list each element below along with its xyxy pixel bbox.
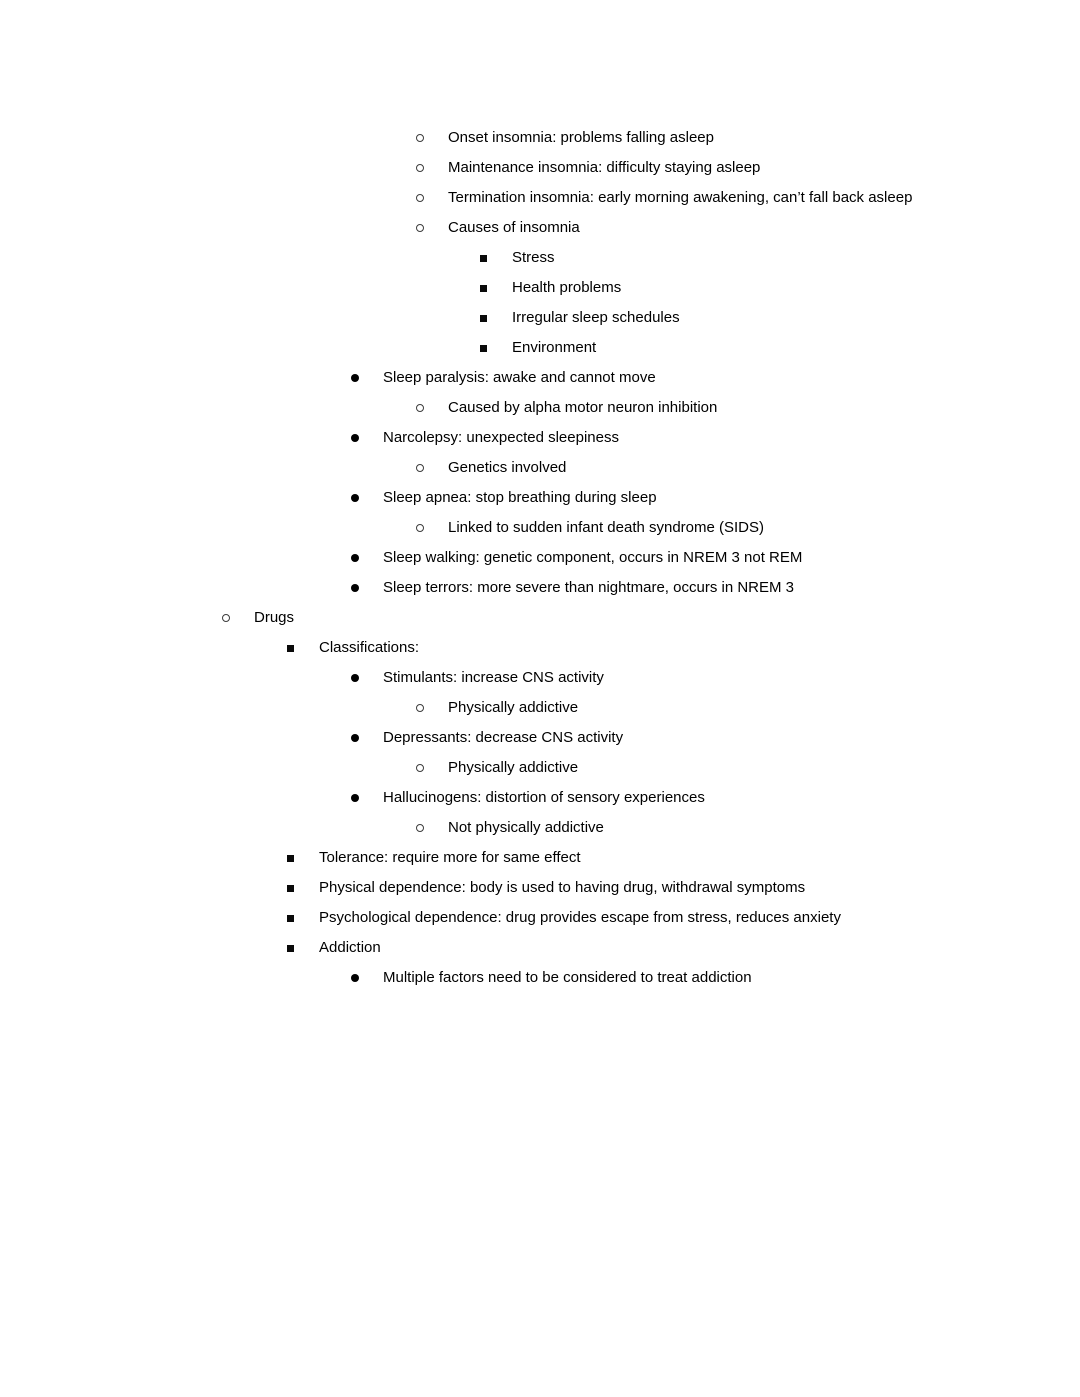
square-bullet [480, 243, 512, 273]
list-item-text: Health problems [512, 279, 622, 296]
list-item-text: Sleep terrors: more severe than nightmare, occurs in NREM 3 [383, 579, 794, 596]
list-item-text: Causes of insomnia [448, 219, 580, 236]
list-item [0, 273, 1080, 303]
list-item-text: Depressants: decrease CNS activity [383, 729, 624, 746]
list-item-text: Sleep apnea: stop breathing during sleep [383, 489, 657, 506]
notes-list [0, 123, 1080, 993]
list-item [0, 123, 1080, 153]
list-item-text: Onset insomnia: problems falling asleep [448, 129, 714, 146]
list-item-text: Sleep paralysis: awake and cannot move [383, 369, 656, 386]
square-bullet [287, 873, 319, 903]
list-item [0, 633, 1080, 663]
list-item [0, 753, 1080, 783]
square-bullet [480, 273, 512, 303]
list-item [0, 843, 1080, 873]
circle-bullet [416, 753, 448, 783]
list-item-text: Sleep walking: genetic component, occurs in NREM 3 not REM [383, 549, 803, 566]
disc-bullet [351, 573, 383, 603]
list-item-text: Addiction [319, 939, 381, 956]
disc-bullet [351, 363, 383, 393]
list-item [0, 453, 1080, 483]
disc-bullet [351, 663, 383, 693]
list-item-text: Not physically addictive [448, 819, 604, 836]
disc-bullet [351, 963, 383, 993]
list-item-text: Hallucinogens: distortion of sensory experiences [383, 789, 705, 806]
list-item-text: Multiple factors need to be considered to treat addiction [383, 969, 752, 986]
circle-bullet [416, 183, 448, 213]
list-item [0, 783, 1080, 813]
circle-bullet [222, 603, 254, 633]
list-item [0, 723, 1080, 753]
list-item-text: Psychological dependence: drug provides escape from stress, reduces anxiety [319, 909, 841, 926]
list-item [0, 303, 1080, 333]
circle-bullet [416, 813, 448, 843]
circle-bullet [416, 153, 448, 183]
circle-bullet [416, 693, 448, 723]
list-item-text: Maintenance insomnia: difficulty staying asleep [448, 159, 761, 176]
square-bullet [480, 303, 512, 333]
square-bullet [287, 843, 319, 873]
square-bullet [287, 903, 319, 933]
list-item-text: Physically addictive [448, 759, 579, 776]
disc-bullet [351, 483, 383, 513]
list-item [0, 153, 1080, 183]
list-item [0, 543, 1080, 573]
circle-bullet [416, 453, 448, 483]
disc-bullet [351, 423, 383, 453]
list-item-text: Stress [512, 249, 555, 266]
list-item [0, 693, 1080, 723]
disc-bullet [351, 543, 383, 573]
list-item [0, 483, 1080, 513]
list-item [0, 333, 1080, 363]
list-item-text: Caused by alpha motor neuron inhibition [448, 399, 718, 416]
circle-bullet [416, 393, 448, 423]
circle-bullet [416, 123, 448, 153]
list-item [0, 573, 1080, 603]
list-item-text: Physical dependence: body is used to having drug, withdrawal symptoms [319, 879, 806, 896]
list-item-text: Physically addictive [448, 699, 579, 716]
list-item [0, 813, 1080, 843]
list-item-text: Linked to sudden infant death syndrome (SIDS) [448, 519, 765, 536]
square-bullet [287, 933, 319, 963]
list-item [0, 963, 1080, 993]
circle-bullet [416, 213, 448, 243]
list-item [0, 603, 1080, 633]
list-item [0, 513, 1080, 543]
list-item [0, 183, 1080, 213]
square-bullet [480, 333, 512, 363]
list-item [0, 393, 1080, 423]
list-item [0, 933, 1080, 963]
list-item [0, 903, 1080, 933]
list-item-text: Drugs [254, 609, 295, 626]
circle-bullet [416, 513, 448, 543]
list-item-text: Environment [512, 339, 597, 356]
list-item-text: Tolerance: require more for same effect [319, 849, 581, 866]
list-item-text: Termination insomnia: early morning awakening, can’t fall back asleep [448, 189, 913, 206]
list-item [0, 663, 1080, 693]
list-item-text: Classifications: [319, 639, 420, 656]
disc-bullet [351, 723, 383, 753]
list-item [0, 873, 1080, 903]
list-item [0, 243, 1080, 273]
list-item [0, 213, 1080, 243]
list-item-text: Stimulants: increase CNS activity [383, 669, 604, 686]
list-item [0, 423, 1080, 453]
square-bullet [287, 633, 319, 663]
disc-bullet [351, 783, 383, 813]
list-item-text: Narcolepsy: unexpected sleepiness [383, 429, 619, 446]
list-item [0, 363, 1080, 393]
list-item-text: Genetics involved [448, 459, 567, 476]
list-item-text: Irregular sleep schedules [512, 309, 680, 326]
